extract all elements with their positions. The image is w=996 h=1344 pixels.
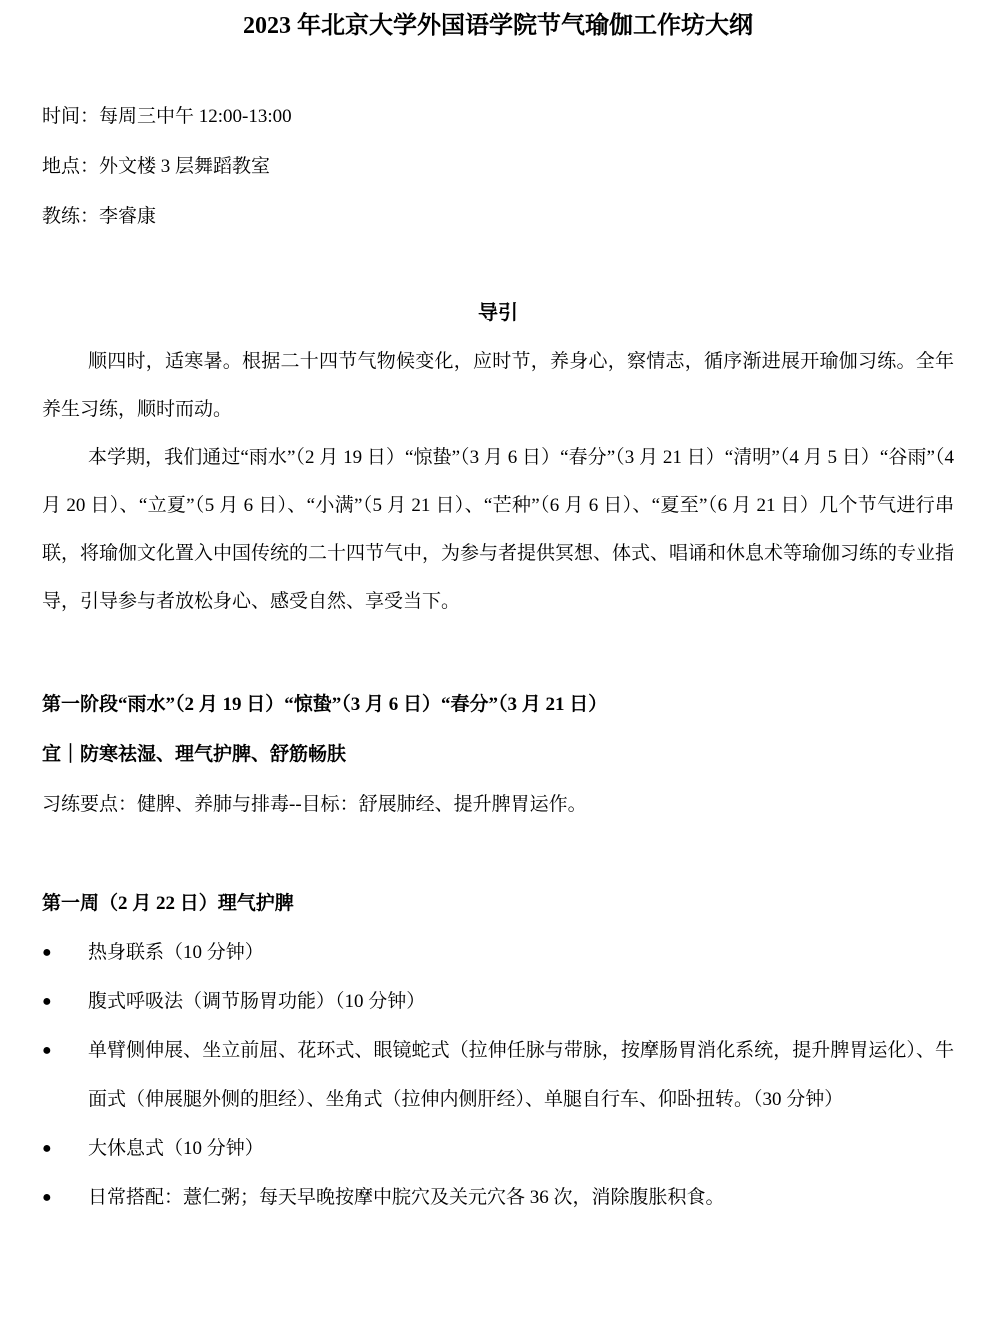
list-item — [42, 1173, 954, 1222]
info-coach: 教练：李睿康 — [42, 206, 157, 227]
spacer — [42, 44, 954, 92]
intro-paragraph-2: 本学期，我们通过“雨水”（2 月 19 日）“惊蛰”（3 月 6 日）“春分”（3 月 21 日）“清明”（4 月 5 日）“谷雨”（4 月 20 日）、“立夏”（5 月 6 日）、“小满”（5 月 21 日）、“芒种”（6 月 6 日）、“夏至”（6 月 21 日）几个节气进行串联，将瑜伽文化置入中国传统的二十四节气中，为参与者提供冥想、体式、唱诵和休息术等瑜伽习练的专业指导，引导参与者放松身心、感受自然、享受当下。 — [42, 447, 955, 612]
bullet-icon: ● — [42, 1189, 52, 1206]
list-item — [42, 977, 954, 1026]
list-item-text: 大休息式（10 分钟） — [88, 1138, 264, 1159]
stage1-heading: 第一阶段“雨水”（2 月 19 日）“惊蛰”（3 月 6 日）“春分”（3 月 21 日） — [42, 694, 608, 715]
list-item-text: 腹式呼吸法（调节肠胃功能）（10 分钟） — [88, 991, 426, 1012]
info-location: 地点：外文楼 3 层舞蹈教室 — [42, 156, 271, 177]
spacer — [42, 830, 954, 880]
bullet-icon: ● — [42, 1140, 52, 1157]
intro-paragraph-1: 顺四时，适寒暑。根据二十四节气物候变化，应时节，养身心，察情志，循序渐进展开瑜伽习练。全年养生习练，顺时而动。 — [42, 351, 954, 420]
info-time: 时间：每周三中午 12:00-13:00 — [42, 106, 292, 127]
spacer — [42, 626, 954, 680]
list-item-text: 单臂侧伸展、坐立前屈、花环式、眼镜蛇式（拉伸任脉与带脉，按摩肠胃消化系统，提升脾胃运化）、牛面式（伸展腿外侧的胆经）、坐角式（拉伸内侧肝经）、单腿自行车、仰卧扭转。（30 分钟） — [88, 1040, 954, 1110]
stage1-subheading: 宜｜防寒祛湿、理气护脾、舒筋畅肤 — [42, 744, 347, 765]
spacer — [42, 242, 954, 288]
list-item — [42, 928, 954, 977]
list-item-text: 热身联系（10 分钟） — [88, 942, 264, 963]
page-title: 2023 年北京大学外国语学院节气瑜伽工作坊大纲 — [243, 13, 753, 39]
bullet-icon: ● — [42, 1042, 52, 1059]
stage1-keypoints: 习练要点：健脾、养肺与排毒--目标：舒展肺经、提升脾胃运作。 — [42, 794, 587, 815]
week1-heading: 第一周（2 月 22 日）理气护脾 — [42, 893, 294, 914]
list-item — [42, 1124, 954, 1173]
intro-heading: 导引 — [478, 302, 518, 324]
list-item-text: 日常搭配：薏仁粥；每天早晚按摩中脘穴及关元穴各 36 次，消除腹胀积食。 — [88, 1187, 725, 1208]
list-item — [42, 1026, 954, 1124]
bullet-icon: ● — [42, 944, 52, 961]
week1-list — [42, 928, 954, 1222]
bullet-icon: ● — [42, 993, 52, 1010]
